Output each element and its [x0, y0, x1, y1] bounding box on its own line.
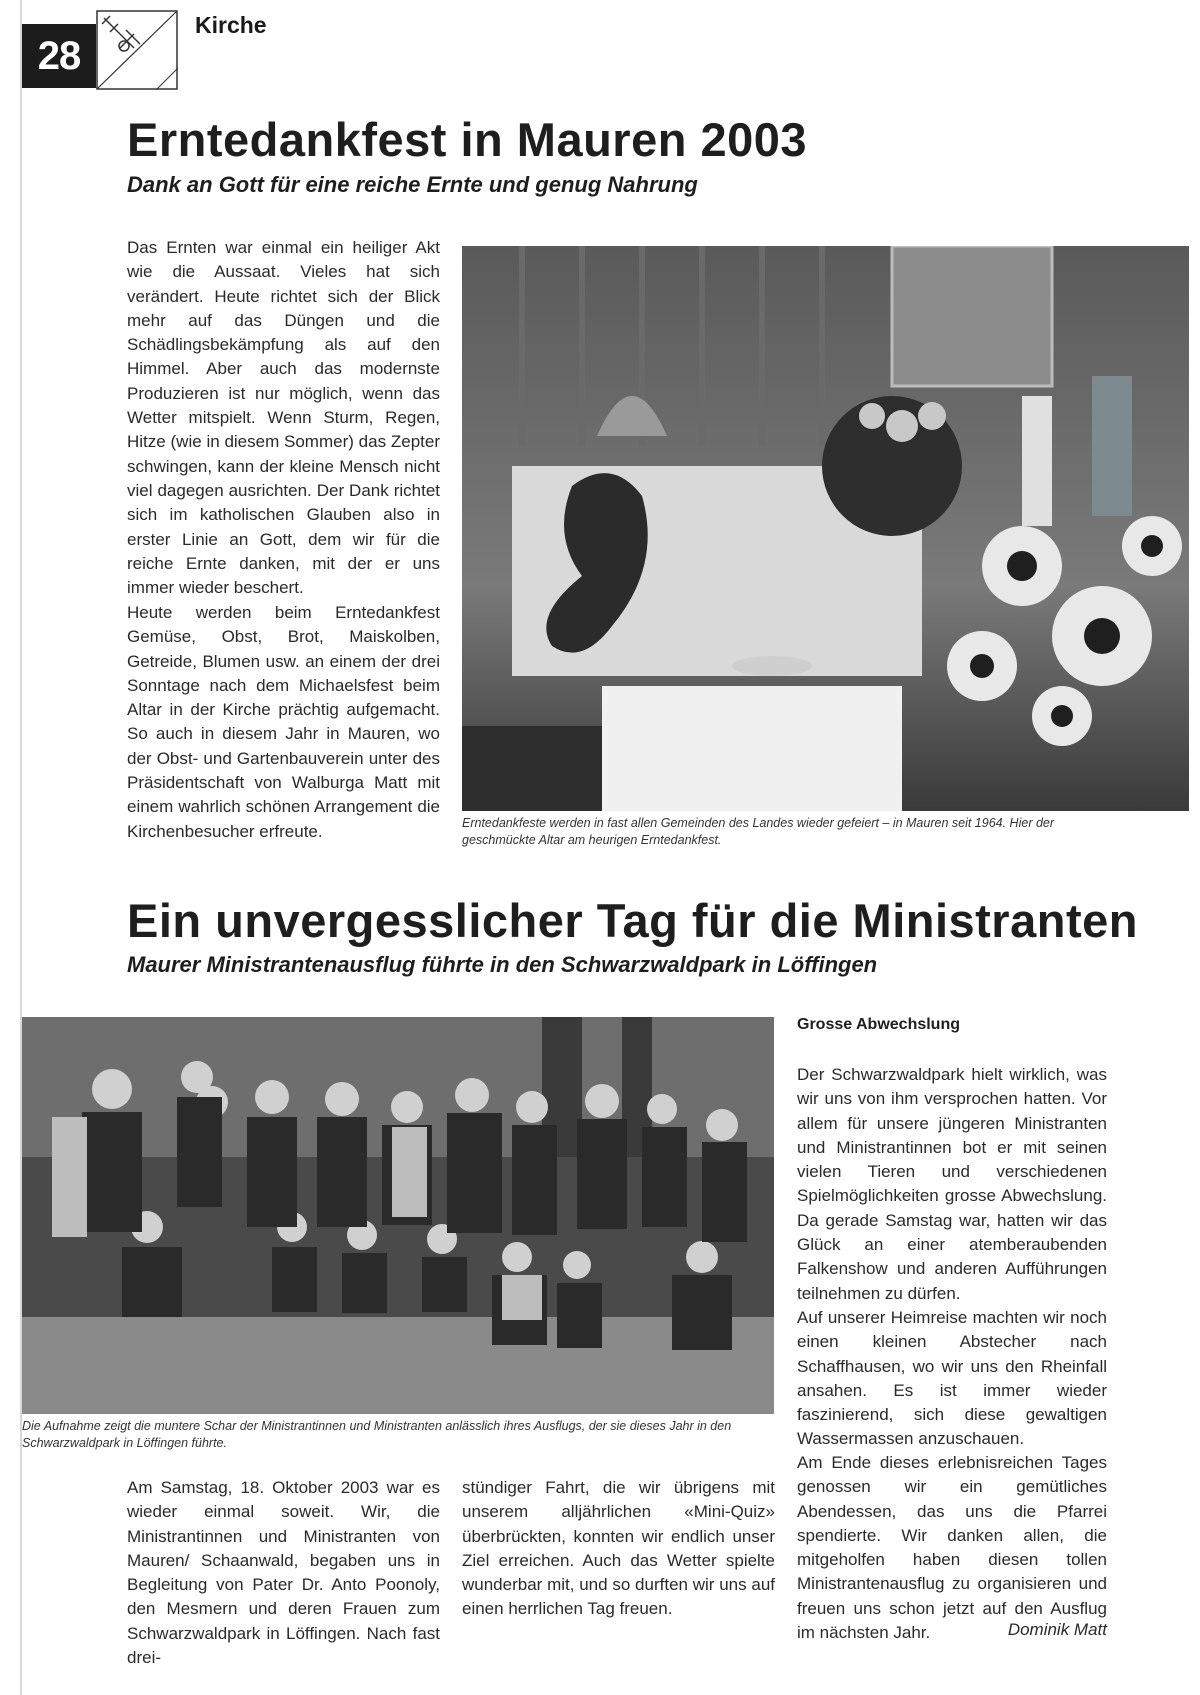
article2-column-3-paragraph-1: Der Schwarzwaldpark hielt wirklich, was wir uns von ihm versprochen hatten. Vor allem für unsere jüngeren Ministranten und Ministrantinnen bot er mit seinen vielen Tieren und verschiedenen Spielmöglichkeiten grosse Abwechslung. Da gerade Samstag war, hatten wir das Glück an einer atemberaubenden Falkenshow und anderen Aufführungen teilnehmen zu dürfen. [797, 1065, 1107, 1303]
article2-column-3-paragraph-3: Am Ende dieses erlebnisreichen Tages genossen wir ein gemütliches Abendessen, das uns die Pfarrei spendierte. Wir danken allen, die mitgeholfen haben diesen tollen Ministrantenausflug zu organisieren und freuen uns schon jetzt auf den Ausflug im nächsten Jahr. [797, 1453, 1107, 1643]
group-photo-caption: Die Aufnahme zeigt die muntere Schar der Ministrantinnen und Ministranten anlässlich ihres Ausflugs, der sie dieses Jahr in den Schwarzwaldpark in Löffingen führte. [22, 1419, 732, 1450]
article1-title: Erntedankfest in Mauren 2003 [127, 113, 808, 166]
altar-photo-caption: Erntedankfeste werden in fast allen Gemeinden des Landes wieder gefeiert – in Mauren seit 1964. Hier der geschmückte Altar am heurigen Erntedankfest. [462, 816, 1055, 847]
article2-column-1: Am Samstag, 18. Oktober 2003 war es wieder einmal soweit. Wir, die Ministrantinnen und Ministranten von Mauren/ Schaanwald, begaben uns in Begleitung von Pater Dr. Anto Poonoly, den Mesmern und deren Frauen zum Schwarzwaldpark in Löffingen. Nach fast drei- [127, 1478, 440, 1668]
article2-subtitle: Maurer Ministrantenausflug führte in den Schwarzwaldpark in Löffingen [127, 952, 878, 977]
article2-author: Dominik Matt [1007, 1620, 1107, 1639]
article2-column-3-paragraph-2: Auf unserer Heimreise machten wir noch einen kleinen Abstecher nach Schaffhausen, wo wir uns den Rheinfall ansahen. Es ist immer wieder faszinierend, sich diese gewaltigen Wassermassen anzuschauen. [797, 1308, 1107, 1449]
article2-column-2: stündiger Fahrt, die wir übrigens mit unserem alljährlichen «Mini-Quiz» überbrückten, konnten wir endlich unser Ziel erreichen. Auch das Wetter spielte wunderbar mit, und so durften wir uns auf einen herrlichen Tag freuen. [462, 1478, 775, 1619]
altar-photo-illustration [462, 246, 1189, 811]
article1-paragraph-2: Heute werden beim Erntedankfest Gemüse, Obst, Brot, Maiskolben, Getreide, Blumen usw. an einem der drei Sonntage nach dem Michaelsfest beim Altar in der Kirche prächtig aufgemacht. So auch in diesem Jahr in Mauren, wo der Obst- und Gartenbauverein unter des Präsidentschaft von Walburga Matt mit einem wahrlich schönen Arrangement die Kirchenbesucher erfreute. [127, 603, 440, 841]
ministrants-group-photo [22, 1017, 774, 1414]
article2-title: Ein unvergesslicher Tag für die Ministranten [127, 894, 1138, 947]
page-number: 28 [22, 24, 96, 88]
section-label: Kirche [195, 12, 267, 38]
group-photo-illustration [22, 1017, 774, 1414]
church-emblem-icon [96, 10, 178, 90]
article1-paragraph-1: Das Ernten war einmal ein heiliger Akt wie die Aussaat. Vieles hat sich verändert. Heute richtet sich der Blick mehr auf das Düngen und die Schädlingsbekämpfung als auf den Himmel. Aber auch das modernste Produzieren ist nur möglich, wenn das Wetter mitspielt. Wenn Sturm, Regen, Hitze (wie in diesem Sommer) das Zepter schwingen, kann der kleine Mensch nicht viel dagegen ausrichten. Der Dank richtet sich im katholischen Glauben also in erster Linie an Gott, dem wir für die reiche Ernte danken, mit der er uns immer wieder beschert. [127, 238, 440, 598]
altar-photo [462, 246, 1189, 811]
article1-subtitle: Dank an Gott für eine reiche Ernte und genug Nahrung [127, 172, 698, 197]
article2-subhead: Grosse Abwechslung [797, 1016, 960, 1033]
